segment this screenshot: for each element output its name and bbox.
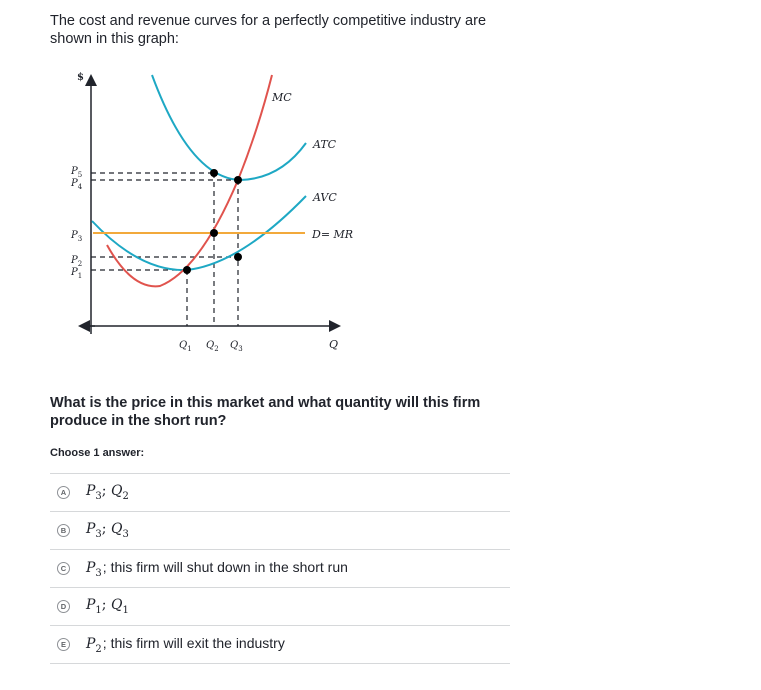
label-atc: ATC	[313, 138, 337, 151]
choose-label: Choose 1 answer:	[50, 447, 145, 459]
choice-b[interactable]	[50, 512, 510, 550]
choice-letter: B	[57, 524, 70, 537]
label-avc: AVC	[313, 191, 337, 204]
label-p1: $P_1$	[71, 267, 83, 280]
choice-c[interactable]	[50, 550, 510, 588]
label-q1: $Q_1$	[179, 340, 192, 353]
label-dmr: D= MR	[312, 228, 354, 241]
choice-e[interactable]	[50, 626, 510, 664]
point-mc-avc	[183, 266, 191, 274]
point-atc-p5	[210, 169, 218, 177]
label-p5: $P_5$	[71, 166, 83, 179]
choice-letter: D	[57, 600, 70, 613]
answer-choices	[50, 473, 510, 664]
choice-answer: $P_3$; $Q_2$	[86, 483, 129, 502]
point-p2-q3	[234, 253, 242, 261]
choice-letter: C	[57, 562, 70, 575]
label-p2: $P_2$	[71, 255, 83, 268]
choice-letter: E	[57, 638, 70, 651]
label-mc: MC	[272, 91, 292, 104]
point-mc-atc	[234, 176, 242, 184]
choice-answer: $P_2$ ; this firm will exit the industry	[86, 634, 285, 655]
label-q3: $Q_3$	[230, 340, 243, 353]
y-axis-label: $	[77, 72, 84, 83]
choice-d[interactable]	[50, 588, 510, 626]
question-text: What is the price in this market and what quantity will this firm produce in the short run?	[50, 395, 481, 429]
choice-answer: $P_3$; $Q_3$	[86, 521, 129, 540]
label-q2: $Q_2$	[206, 340, 219, 353]
choice-letter: A	[57, 486, 70, 499]
x-axis-label: Q	[329, 338, 339, 351]
intro-text: The cost and revenue curves for a perfectly competitive industry are shown in this graph:	[50, 13, 487, 47]
point-mc-mr	[210, 229, 218, 237]
choice-answer: $P_1$; $Q_1$	[86, 597, 129, 616]
cost-revenue-graph	[0, 60, 420, 360]
label-p4: $P_4$	[71, 178, 83, 191]
choice-answer: $P_3$ ; this firm will shut down in the short run	[86, 558, 348, 579]
choice-a[interactable]	[50, 474, 510, 512]
label-p3: $P_3$	[71, 230, 83, 243]
guide-lines	[91, 173, 238, 326]
